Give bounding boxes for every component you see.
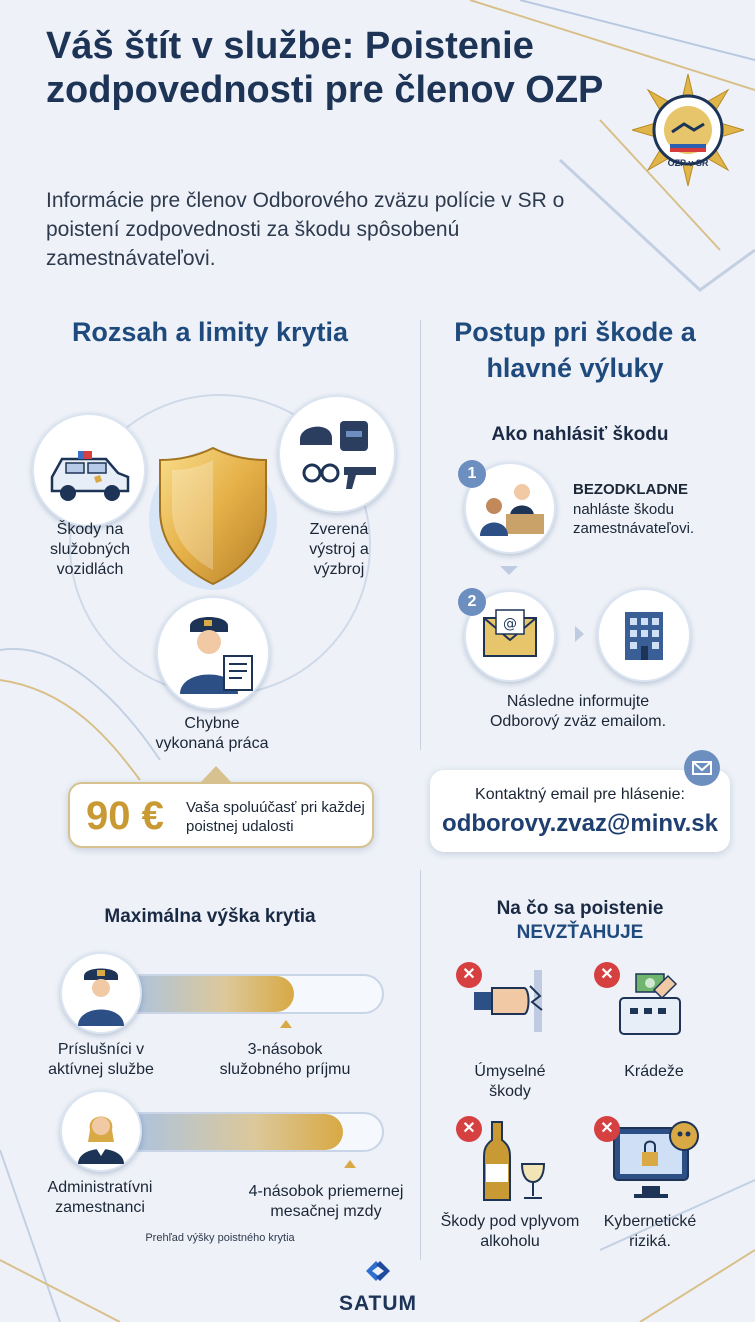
office-building-icon xyxy=(597,588,691,682)
coverage-bar-admin-fill xyxy=(122,1114,343,1150)
coverage-footnote: Prehľad výšky poistného krytia xyxy=(145,1232,295,1244)
exclusion-theft: Krádeže xyxy=(624,1063,684,1080)
fist-wall-icon xyxy=(470,966,556,1036)
intro-text: Informácie pre členov Odborového zväzu polície v SR o poistení zodpovednosti za škodu spôsobenú zamestnávateľovi. xyxy=(46,189,565,270)
center-divider xyxy=(420,320,421,750)
coverage-group-admin: Administratívni zamestnanci xyxy=(47,1179,153,1216)
police-car-icon xyxy=(32,413,146,527)
police-officer-icon xyxy=(60,952,142,1034)
exclusion-2-x-icon: ✕ xyxy=(594,962,620,988)
step-1-strong: BEZODKLADNE xyxy=(573,481,688,498)
equipment-icon xyxy=(278,395,396,513)
contact-email-link[interactable]: odborovy.zvaz@minv.sk xyxy=(442,810,718,837)
coverage-item-equipment: Zverená výstroj a výzbroj xyxy=(309,521,369,578)
footer-brand: SATUM xyxy=(338,1292,418,1315)
police-union-emblem-icon xyxy=(632,74,744,186)
svg-text:@: @ xyxy=(503,616,517,632)
step-2-text: Následne informujte Odborový zväz emailom. xyxy=(489,693,667,730)
coverage-section-title: Rozsah a limity krytia xyxy=(71,317,349,347)
step-arrow-right xyxy=(575,626,584,642)
step-1-text: nahláste škodu zamestnávateľovi. xyxy=(573,501,695,537)
coverage-item-vehicles: Škody na služobných vozidlách xyxy=(49,521,131,578)
deductible-text: Vaša spoluúčasť pri každej poistnej udalosti xyxy=(186,799,365,835)
cyber-risk-icon xyxy=(608,1118,704,1204)
coverage-bar-officers-fill xyxy=(122,976,294,1012)
police-officer-document-icon xyxy=(156,596,270,710)
exclusion-1-x-icon: ✕ xyxy=(456,962,482,988)
exclusion-3-x-icon: ✕ xyxy=(456,1116,482,1142)
shield-icon xyxy=(148,440,278,590)
contact-label: Kontaktný email pre hlásenie: xyxy=(475,786,685,803)
max-coverage-title: Maximálna výška krytia xyxy=(104,906,316,927)
deductible-amount: 90 € xyxy=(86,794,164,838)
center-divider-lower xyxy=(420,870,421,1260)
coverage-limit-officers: 3-násobok služobného príjmu xyxy=(219,1041,351,1078)
deductible-card xyxy=(68,782,374,848)
alcohol-icon xyxy=(478,1118,558,1204)
coverage-limit-admin: 4-násobok priemernej mesačnej mzdy xyxy=(248,1183,404,1220)
procedure-section-title: Postup pri škode a hlavné výluky xyxy=(454,317,696,383)
exclusion-intentional: Úmyselné škody xyxy=(474,1063,546,1100)
exclusion-cyber: Kybernetické riziká. xyxy=(603,1213,697,1250)
coverage-item-faulty-work: Chybne vykonaná práca xyxy=(155,715,269,752)
cash-register-icon xyxy=(610,966,690,1038)
coverage-group-officers: Príslušníci v aktívnej službe xyxy=(48,1041,154,1078)
deductible-pointer xyxy=(200,766,232,783)
exclusions-title-strong: NEVZŤAHUJE xyxy=(516,922,644,943)
coverage-bar-officers-marker xyxy=(280,1020,292,1028)
coverage-bar-officers xyxy=(120,974,384,1014)
step-1-badge: 1 xyxy=(458,460,486,488)
admin-woman-icon xyxy=(60,1090,142,1172)
satum-logo-icon xyxy=(356,1256,400,1286)
exclusion-alcohol: Škody pod vplyvom alkoholu xyxy=(440,1213,580,1250)
exclusion-4-x-icon: ✕ xyxy=(594,1116,620,1142)
emblem-text: OZP v SR xyxy=(667,158,709,168)
report-title: Ako nahlásiť škodu xyxy=(491,424,669,445)
mail-icon xyxy=(684,750,720,786)
step-arrow-down xyxy=(500,566,518,575)
coverage-bar-admin-marker xyxy=(344,1160,356,1168)
step-2-badge: 2 xyxy=(458,588,486,616)
page-title: Váš štít v službe: Poistenie zodpovednosti pre členov OZP xyxy=(46,25,604,111)
coverage-bar-admin xyxy=(120,1112,384,1152)
exclusions-title: Na čo sa poistenie xyxy=(496,898,664,919)
